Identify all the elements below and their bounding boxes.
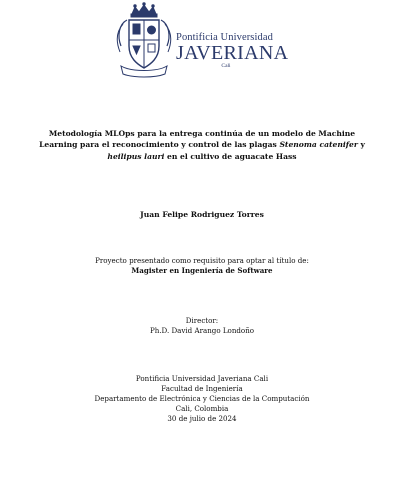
director-label: Director: — [185, 316, 219, 325]
university-logo — [113, 2, 288, 82]
institution-city: Cali, Colombia — [175, 404, 229, 413]
institution-department: Departamento de Electrónica y Ciencias de la Computación — [94, 394, 310, 403]
director-name: Ph.D. David Arango Londoño — [149, 326, 255, 335]
institution-date: 30 de julio de 2024 — [167, 414, 237, 423]
title-species-2: heilipus lauri — [107, 151, 165, 161]
degree-name: Magister en Ingeniería de Software — [131, 266, 273, 275]
thesis-title — [20, 128, 384, 162]
title-line-2 — [20, 139, 384, 150]
university-crest-icon — [113, 2, 175, 82]
title-line-3-suffix: en el cultivo de aguacate Hass — [164, 151, 297, 161]
institution-section — [20, 374, 384, 424]
logo-name-line2: JAVERIANA — [176, 42, 289, 64]
title-line-2-suffix: y — [357, 140, 365, 150]
degree-statement — [20, 256, 384, 276]
title-species-1: Stenoma catenifer — [279, 140, 358, 150]
purpose-text: Proyecto presentado como requisito para optar al título de: — [95, 256, 309, 265]
logo-name-line1: Pontificia Universidad — [176, 32, 273, 43]
title-line-2-prefix: Learning para el reconocimiento y control de las plagas — [39, 140, 280, 150]
logo-name-line3: Cali — [221, 63, 231, 69]
director-section — [20, 316, 384, 336]
title-line-3 — [20, 151, 384, 162]
institution-faculty: Facultad de Ingeniería — [161, 384, 243, 393]
author-name: Juan Felipe Rodriguez Torres — [140, 210, 264, 219]
logo-wordmark — [176, 32, 291, 70]
title-line-1: Metodología MLOps para la entrega continúa de un modelo de Machine — [48, 129, 356, 138]
institution-university: Pontificia Universidad Javeriana Cali — [135, 374, 269, 383]
